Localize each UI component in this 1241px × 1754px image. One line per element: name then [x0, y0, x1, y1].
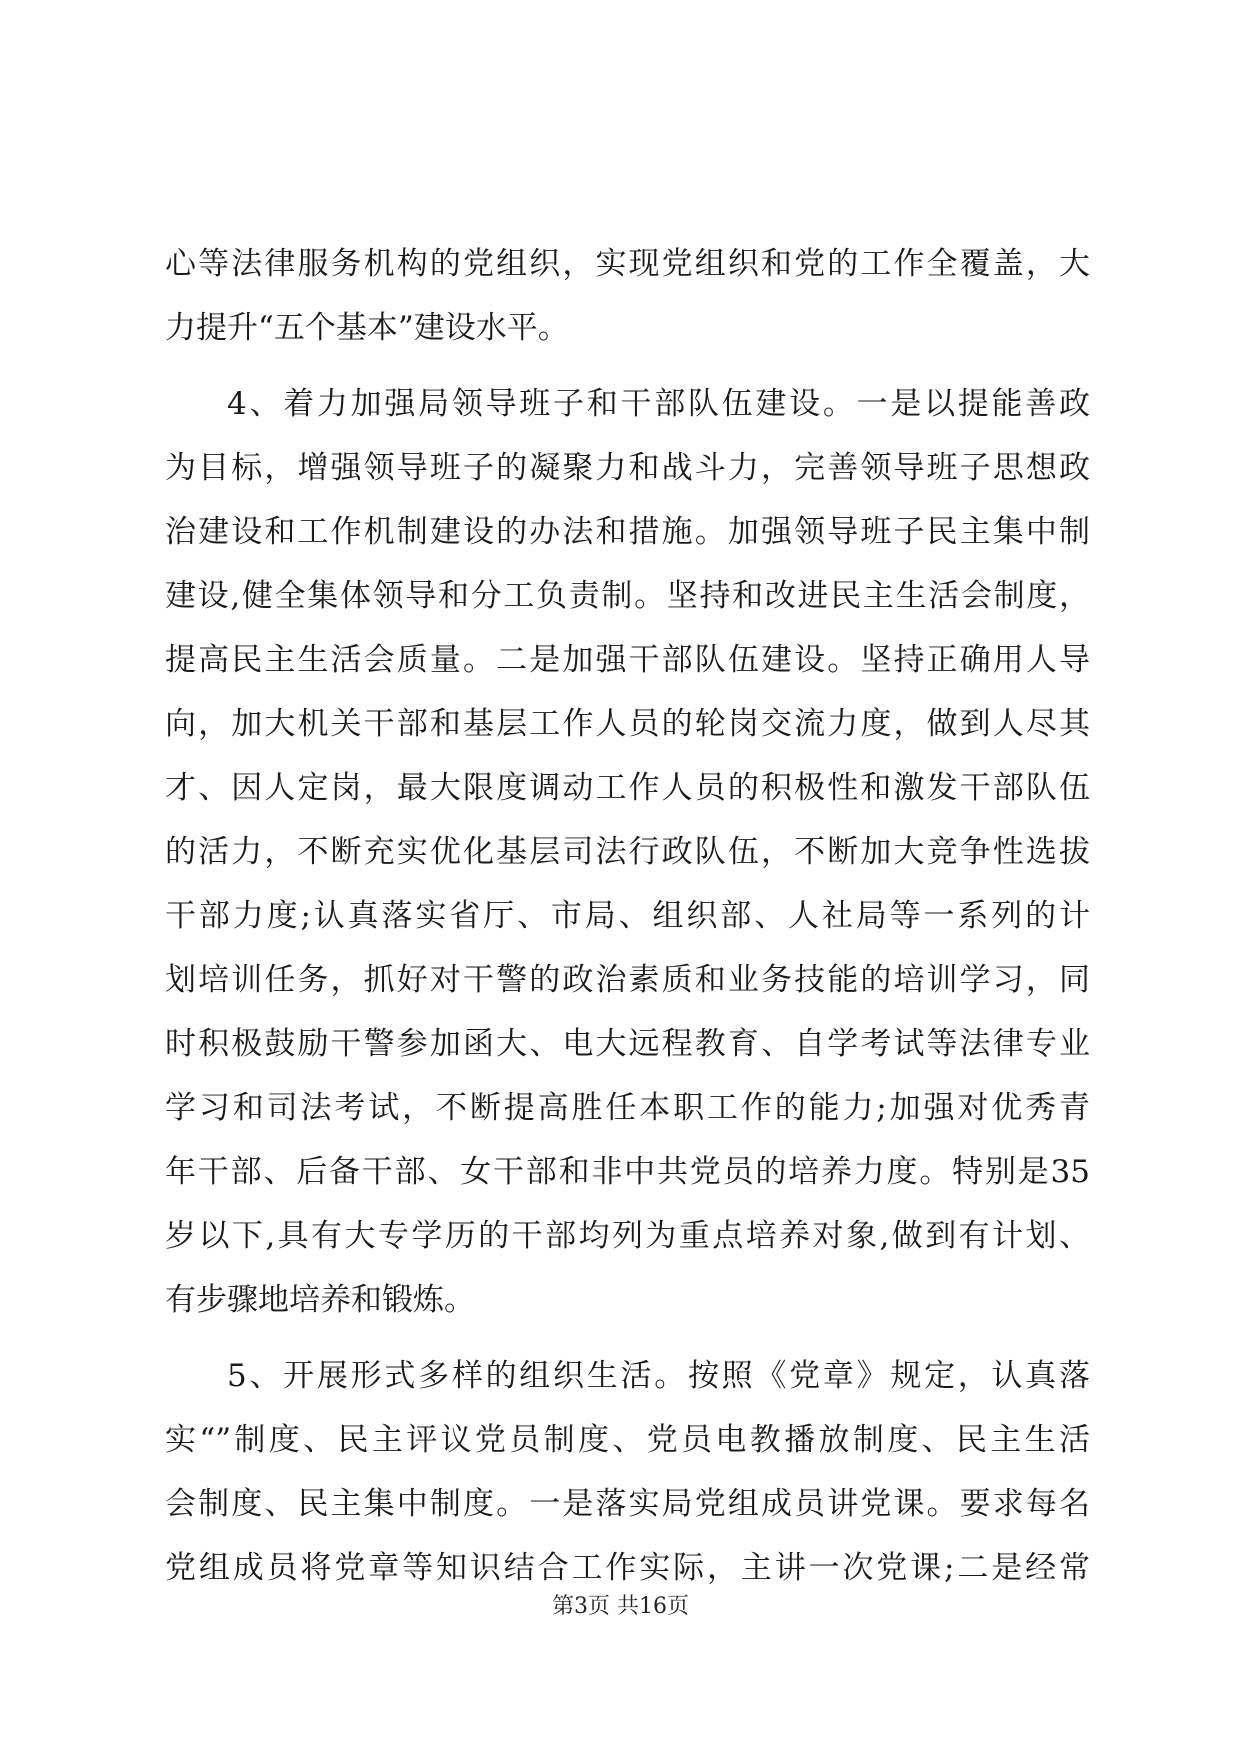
text-line: 划培训任务，抓好对干警的政治素质和业务技能的培训学习，同	[165, 962, 1090, 998]
text-line: 学习和司法考试，不断提高胜任本职工作的能力;加强对优秀青	[165, 1090, 1090, 1126]
page-number-footer: 第3页 共16页	[552, 1594, 689, 1619]
text-line: 岁以下,具有大专学历的干部均列为重点培养对象,做到有计划、	[165, 1218, 1090, 1254]
paragraph-5	[165, 1344, 1090, 1600]
text-line: 提高民主生活会质量。二是加强干部队伍建设。坚持正确用人导	[165, 642, 1090, 678]
text-line: 实“”制度、民主评议党员制度、党员电教播放制度、民主生活	[165, 1422, 1090, 1458]
text-line: 心等法律服务机构的党组织，实现党组织和党的工作全覆盖，大	[165, 246, 1090, 282]
text-line: 会制度、民主集中制度。一是落实局党组成员讲党课。要求每名	[165, 1486, 1090, 1522]
text-line: 为目标，增强领导班子的凝聚力和战斗力，完善领导班子思想政	[165, 450, 1090, 486]
text-line: 年干部、后备干部、女干部和非中共党员的培养力度。特别是35	[165, 1154, 1090, 1190]
text-line: 5、开展形式多样的组织生活。按照《党章》规定，认真落	[227, 1358, 1090, 1394]
paragraph-continued	[165, 232, 1090, 360]
text-line: 治建设和工作机制建设的办法和措施。加强领导班子民主集中制	[165, 514, 1090, 550]
text-line: 干部力度;认真落实省厅、市局、组织部、人社局等一系列的计	[165, 898, 1090, 934]
text-line: 才、因人定岗，最大限度调动工作人员的积极性和激发干部队伍	[165, 770, 1090, 806]
text-line: 时积极鼓励干警参加函大、电大远程教育、自学考试等法律专业	[165, 1026, 1090, 1062]
text-line: 4、着力加强局领导班子和干部队伍建设。一是以提能善政	[227, 386, 1090, 422]
text-line: 有步骤地培养和锻炼。	[165, 1282, 475, 1318]
text-line: 力提升“五个基本”建设水平。	[165, 310, 569, 346]
paragraph-4	[165, 372, 1090, 1332]
text-line: 的活力，不断充实优化基层司法行政队伍，不断加大竞争性选拔	[165, 834, 1090, 870]
text-line: 向，加大机关干部和基层工作人员的轮岗交流力度，做到人尽其	[165, 706, 1090, 742]
text-line: 建设,健全集体领导和分工负责制。坚持和改进民主生活会制度，	[165, 578, 1090, 614]
text-line: 党组成员将党章等知识结合工作实际，主讲一次党课;二是经常	[165, 1550, 1090, 1586]
document-body	[165, 232, 1090, 1600]
